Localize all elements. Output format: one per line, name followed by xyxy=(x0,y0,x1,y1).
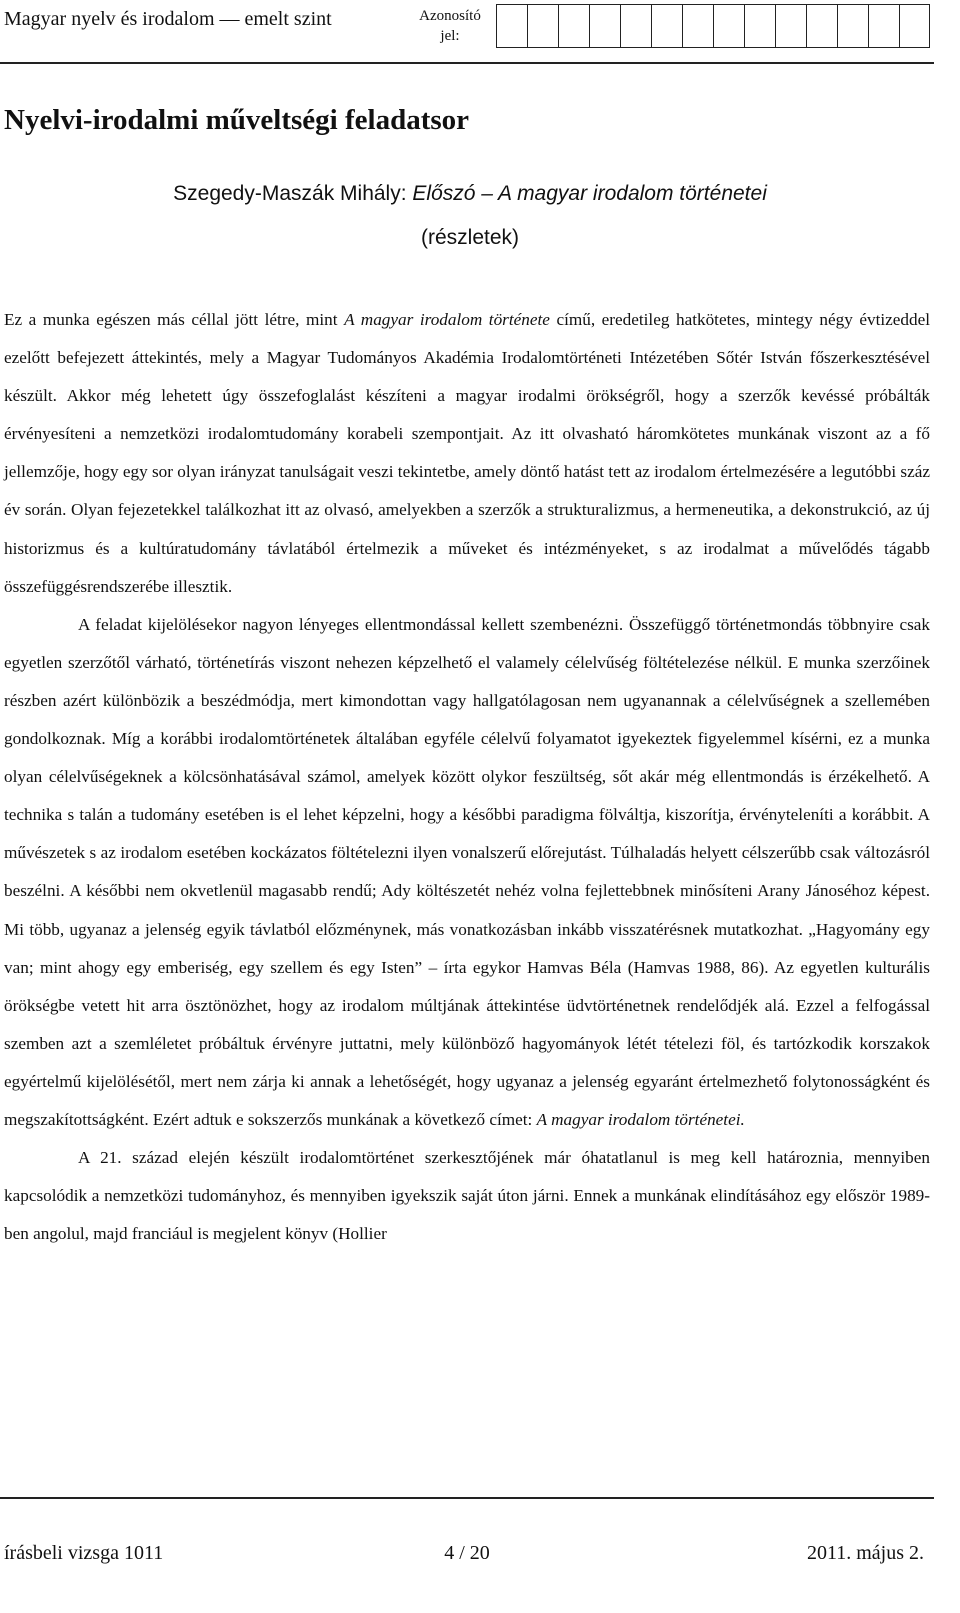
page-footer xyxy=(0,1542,934,1572)
excerpt-note: (részletek) xyxy=(420,226,520,249)
header-rule xyxy=(0,62,934,64)
id-code-box[interactable] xyxy=(682,4,713,48)
id-label-line1: Azonosító xyxy=(419,8,481,24)
id-code-box[interactable] xyxy=(589,4,620,48)
id-code-box[interactable] xyxy=(744,4,775,48)
paragraph-text: című, eredetileg hatkötetes, mintegy négy évtizeddel ezelőtt befejezett áttekintés, mely a Magyar Tudományos Akadémia Irodalomtörténeti Intézetében Sőtér István főszerkesztésével készült. Akkor még lehetett úgy összefoglalást készíteni a magyar irodalmi örökségről, hogy a szerzők kevéssé próbálták érvényesíteni a nemzetközi irodalomtudomány korabeli szempontjait. Az itt olvasható háromkötetes munkának viszont az a fő jellemzője, hogy egy sor olyan irányzat tanulságait veszi tekintetbe, amely döntő hatást tett az irodalom értelmezésére a legutóbbi száz év során. Olyan fejezetekkel találkozhat itt az olvasó, amelyekben a szerzők a strukturalizmus, a hermeneutika, a dekonstrukció, az új historizmus és a kultúratudomány távlatából értelmezik a műveket és intézményeket, s az irodalmat a művelődés tágabb összefüggésrendszerébe illesztik. xyxy=(4,310,930,596)
paragraph-text: A feladat kijelölésekor nagyon lényeges ellentmondással kellett szembenézni. Összefüggő történetmondás többnyire csak egyetlen szerzőtől várható, történetírás viszont nehezen képzelhető el valamely célelvűség föltételezése nélkül. E munka szerzőinek részben azért különbözik a beszédmódja, mert kimondottan vagy hallgatólagosan nem ugyanannak a célelvűségnek a szellemében gondolkoznak. Míg a korábbi irodalomtörténetek általában egyféle célelvű folyamatot igyekeztek figyelemmel kísérni, ez a munka olyan célelvűségeknek a kölcsönhatásával számol, amelyek között olykor feszültség, sőt akár még ellentmondás is érzékelhető. A technika s talán a tudomány esetében is el lehet képzelni, hogy a későbbi paradigma fölváltja, kiszorítja, érvényteleníti a korábbit. A művészetek s az irodalom esetében kockázatos föltételezni ilyen vonalszerű előrejutást. Túlhaladás helyett célszerűbb csak változásról beszélni. A későbbi nem okvetlenül magasabb rendű; Ady költészetét nehéz volna fejlettebbnek minősíteni Arany Jánoséhoz képest. Mi több, ugyanaz a jelenség egyik távlatból előzménynek, más vonatkozásban inkább visszatérésnek mutatkozhat. „Hagyomány egy van; mint ahogy egy emberiség, egy szellem és egy Isten” – írta egykor Hamvas Béla (Hamvas 1988, 86). Az egyetlen kulturális örökségbe vetett hit arra ösztönözhet, hogy az irodalom múltjának áttekintése üdvtörténetnek rendelődjék alá. Ezzel a felfogással szemben azt a szemléletet próbáltuk érvényre juttatni, mely különböző hagyományok létét tételezi föl, és tartózkodik korszakok egyértelmű kijelölésétől, mert nem zárja ki annak a lehetőségét, hogy ugyanaz a jelenség egyaránt értelmezhető folytonosságként és megszakítottságként. Ezért adtuk e sokszerzős munkának a következő címet: xyxy=(4,614,930,1129)
id-code-box[interactable] xyxy=(496,4,527,48)
id-code-box[interactable] xyxy=(620,4,651,48)
id-code-boxes xyxy=(496,4,930,48)
id-code-box[interactable] xyxy=(558,4,589,48)
paragraph xyxy=(4,1139,930,1253)
page-header xyxy=(0,0,960,64)
italic-title-text: A magyar irodalom történetei. xyxy=(536,1109,745,1129)
body-text xyxy=(4,301,930,1253)
text-source-title xyxy=(0,182,940,206)
id-label-line2: jel: xyxy=(440,28,460,44)
id-code-box[interactable] xyxy=(899,4,930,48)
footer-exam-code: írásbeli vizsga 1011 xyxy=(4,1542,164,1564)
id-code-box[interactable] xyxy=(713,4,744,48)
footer-rule xyxy=(0,1497,934,1499)
paragraph xyxy=(4,301,930,606)
source-work-title: Előszó – A magyar irodalom történetei xyxy=(412,182,767,205)
paragraph-text: A 21. század elején készült irodalomtörténet szerkesztőjének már óhatatlanul is meg kell határoznia, mennyiben kapcsolódik a nemzetközi tudományhoz, és mennyiben igyekszik saját úton járni. Ennek a munkának elindításához egy először 1989-ben angolul, majd franciául is megjelent könyv (Hollier xyxy=(4,1148,930,1244)
source-author: Szegedy-Maszák Mihály: xyxy=(173,182,413,205)
italic-title-text: A magyar irodalom története xyxy=(344,310,550,329)
id-label xyxy=(410,6,490,46)
id-code-box[interactable] xyxy=(651,4,682,48)
id-code-box[interactable] xyxy=(868,4,899,48)
id-code-box[interactable] xyxy=(837,4,868,48)
footer-page-number: 4 / 20 xyxy=(444,1542,490,1564)
footer-exam-date: 2011. május 2. xyxy=(806,1542,924,1564)
id-code-box[interactable] xyxy=(775,4,806,48)
header-title: Magyar nyelv és irodalom — emelt szint xyxy=(4,8,332,30)
id-code-box[interactable] xyxy=(806,4,837,48)
id-code-box[interactable] xyxy=(527,4,558,48)
paragraph xyxy=(4,606,930,1139)
section-title: Nyelvi-irodalmi műveltségi feladatsor xyxy=(4,104,470,136)
paragraph-text: Ez a munka egészen más céllal jött létre, mint xyxy=(4,310,345,329)
